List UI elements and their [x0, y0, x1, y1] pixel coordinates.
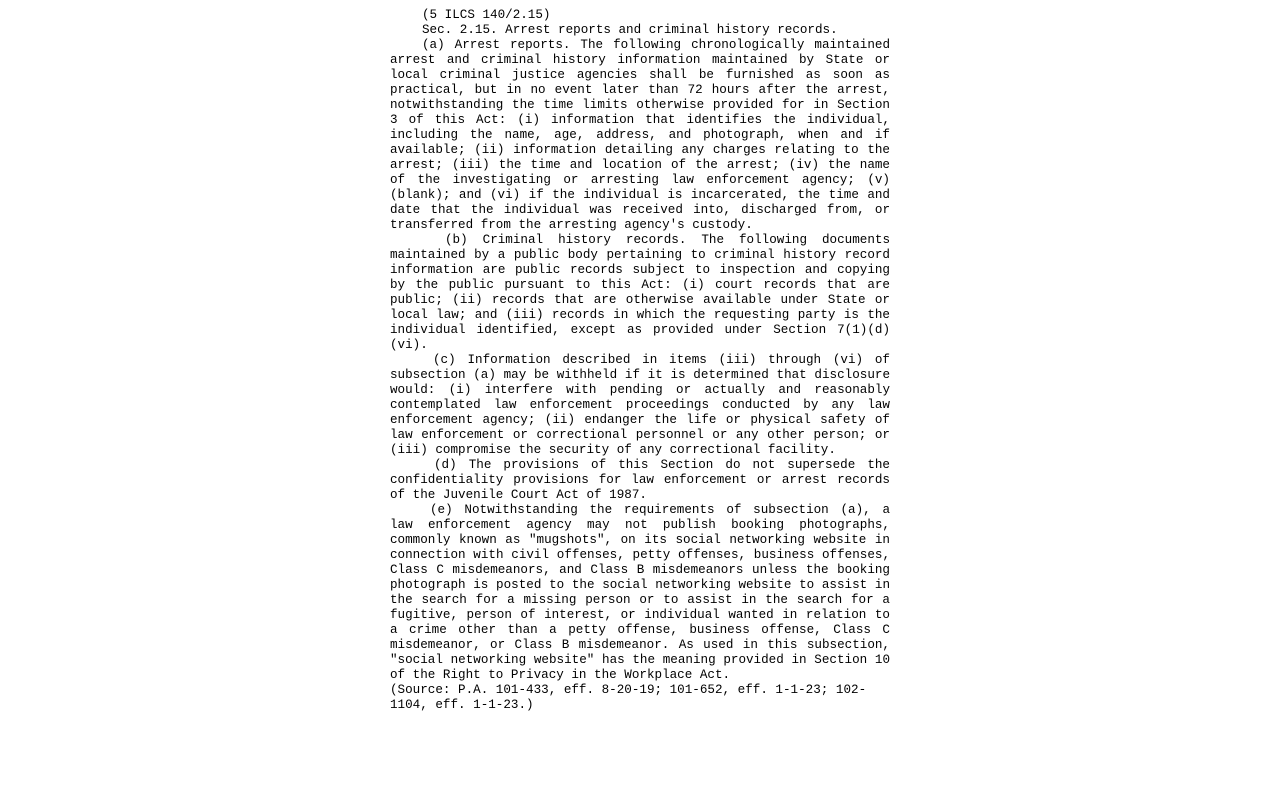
paragraph-a-arrest-reports: (a) Arrest reports. The following chronologically maintained arrest and criminal history information maintained by State or local criminal justice agencies shall be furnished as soon as practical, but in no event later than 72 hours after the arrest, notwithstanding the time limits otherwise provided for in Section 3 of this Act: (i) information that identifies the individual, including the name, age, address, and photograph, when and if available; (ii) information detailing any charges relating to the arrest; (iii) the time and location of the arrest; (iv) the name of the investigating or arresting law enforcement agency; (v) (blank); and (vi) if the individual is incarcerated, the time and date that the individual was received into, discharged from, or transferred from the arresting agency's custody. [390, 38, 890, 232]
paragraph-e-mugshots: (e) Notwithstanding the requirements of subsection (a), a law enforcement agency may not publish booking photographs, commonly known as "mugshots", on its social networking website in connection with civil offenses, petty offenses, business offenses, Class C misdemeanors, and Class B misdemeanors unless the booking photograph is posted to the social networking website to assist in the search for a missing person or to assist in the search for a fugitive, person of interest, or individual wanted in relation to a crime other than a petty offense, business offense, Class C misdemeanor, or Class B misdemeanor. As used in this subsection, "social networking website" has the meaning provided in Section 10 of the Right to Privacy in the Workplace Act. [390, 503, 890, 682]
paragraph-d-confidentiality: (d) The provisions of this Section do not supersede the confidentiality provisions for law enforcement or arrest records of the Juvenile Court Act of 1987. [390, 458, 890, 502]
statute-citation: (5 ILCS 140/2.15) [422, 8, 551, 22]
statute-document [390, 8, 890, 713]
section-heading: Sec. 2.15. Arrest reports and criminal history records. [422, 23, 838, 37]
paragraph-b-criminal-history-records: (b) Criminal history records. The following documents maintained by a public body pertaining to criminal history record information are public records subject to inspection and copying by the public pursuant to this Act: (i) court records that are public; (ii) records that are otherwise available under State or local law; and (iii) records in which the requesting party is the individual identified, except as provided under Section 7(1)(d)(vi). [390, 233, 890, 352]
source-note: (Source: P.A. 101-433, eff. 8-20-19; 101-652, eff. 1-1-23; 102-1104, eff. 1-1-23.) [390, 683, 867, 712]
paragraph-c-withholding: (c) Information described in items (iii) through (vi) of subsection (a) may be withheld if it is determined that disclosure would: (i) interfere with pending or actually and reasonably contemplated law enforcement proceedings conducted by any law enforcement agency; (ii) endanger the life or physical safety of law enforcement or correctional personnel or any other person; or (iii) compromise the security of any correctional facility. [390, 353, 890, 457]
